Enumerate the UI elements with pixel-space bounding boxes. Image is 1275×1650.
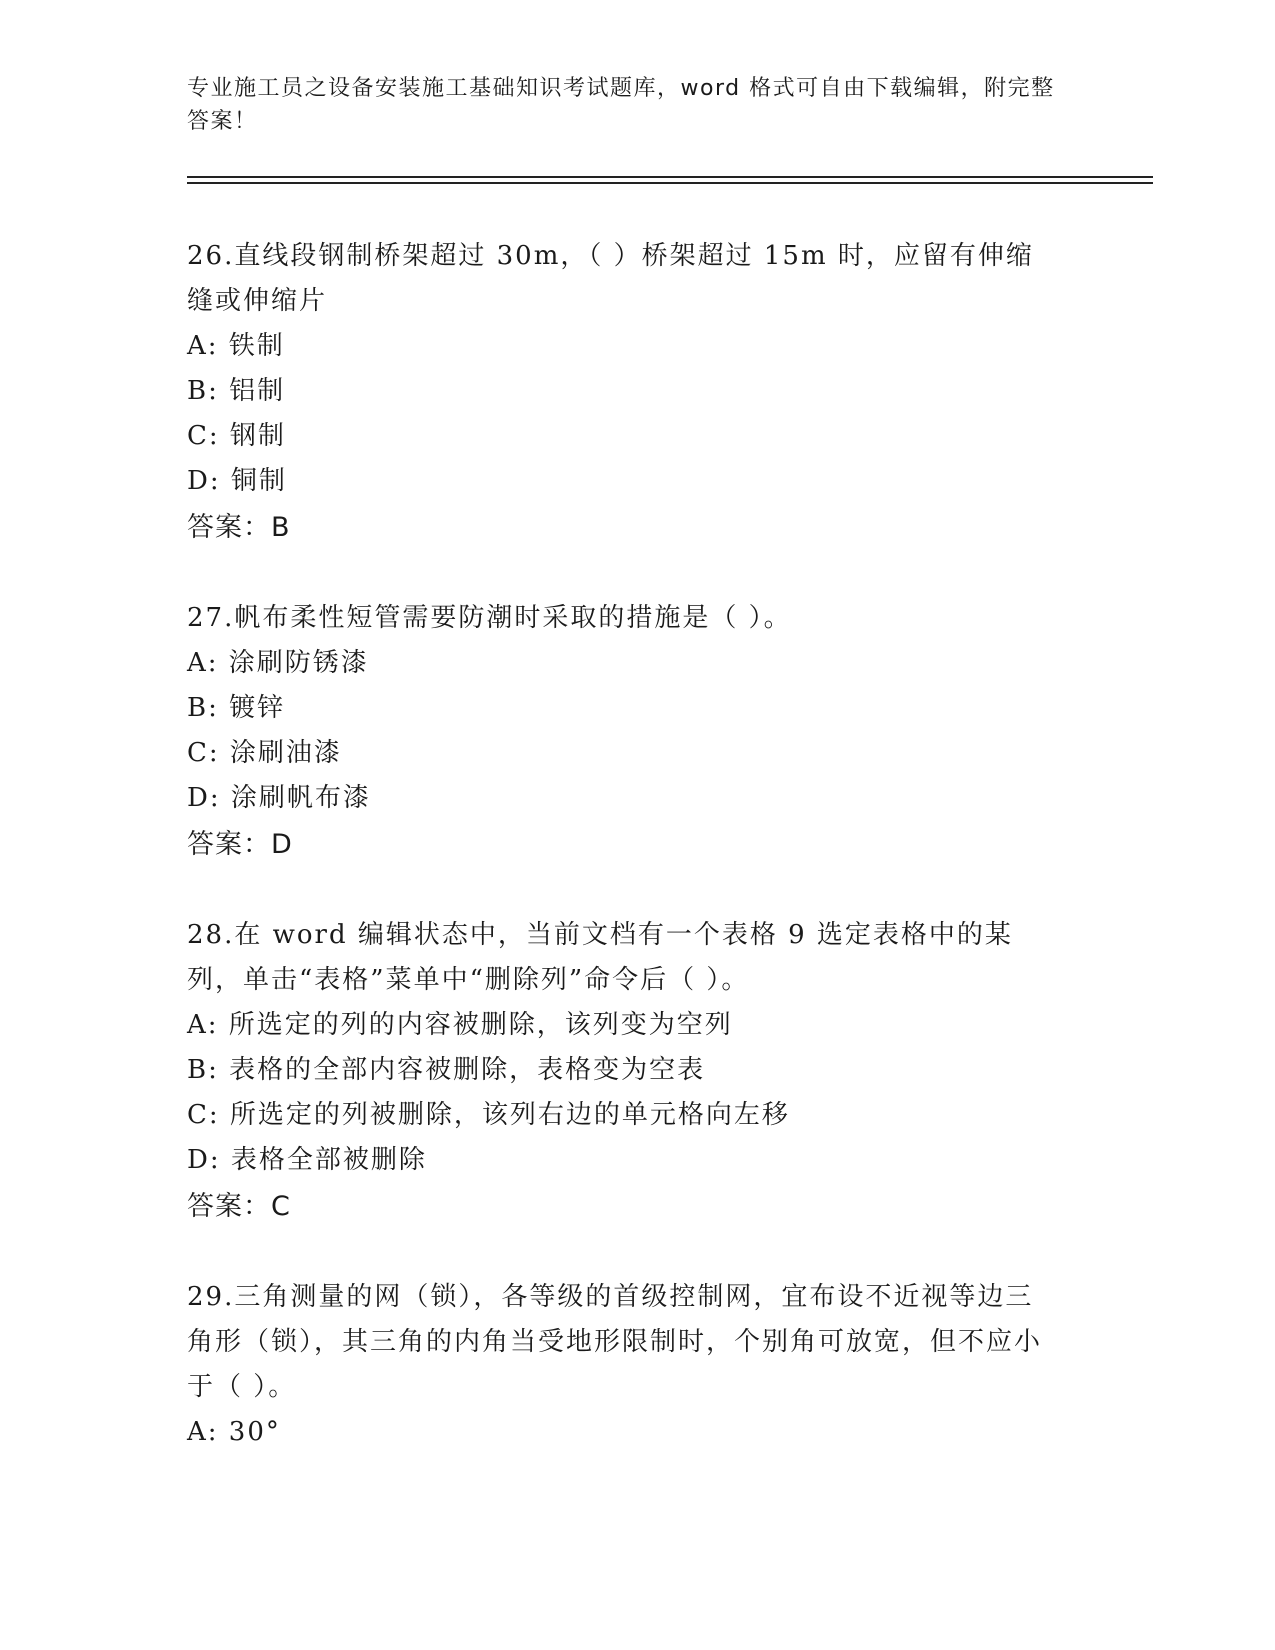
question-stem: 28.在 word 编辑状态中，当前文档有一个表格 9 选定表格中的某列，单击“表格”菜单中“删除列”命令后（ ）。 [187,920,1013,995]
option-d: D: 涂刷帆布漆 [187,783,371,813]
answer-label: 答案：C [187,1191,291,1222]
question-27 [187,596,1087,868]
option-b: B: 铝制 [187,376,286,406]
option-c: C: 钢制 [187,421,286,451]
question-stem: 27.帆布柔性短管需要防潮时采取的措施是（ ）。 [187,603,792,633]
answer-label: 答案：B [187,512,291,543]
question-list [187,234,1087,1500]
option-a: A: 30° [187,1417,281,1447]
option-c: C: 涂刷油漆 [187,738,342,768]
option-b: B: 表格的全部内容被删除，表格变为空表 [187,1055,706,1085]
option-c: C: 所选定的列被删除，该列右边的单元格向左移 [187,1100,790,1130]
question-26 [187,234,1087,551]
option-b: B: 镀锌 [187,693,286,723]
option-d: D: 表格全部被删除 [187,1145,427,1175]
header-divider-bottom [187,182,1153,184]
header-divider-top [187,176,1153,178]
option-a: A: 铁制 [187,331,285,361]
option-d: D: 铜制 [187,466,287,496]
answer-label: 答案：D [187,829,293,860]
question-stem: 26.直线段钢制桥架超过 30m，（ ）桥架超过 15m 时，应留有伸缩缝或伸缩片 [187,241,1034,316]
question-stem: 29.三角测量的网（锁），各等级的首级控制网，宜布设不近视等边三角形（锁），其三角的内角当受地形限制时，个别角可放宽，但不应小于（ ）。 [187,1282,1043,1402]
option-a: A: 所选定的列的内容被删除，该列变为空列 [187,1010,733,1040]
question-28 [187,913,1087,1230]
option-a: A: 涂刷防锈漆 [187,648,369,678]
question-29 [187,1275,1087,1455]
document-header: 专业施工员之设备安装施工基础知识考试题库，word 格式可自由下载编辑，附完整答案！ [187,76,1055,134]
